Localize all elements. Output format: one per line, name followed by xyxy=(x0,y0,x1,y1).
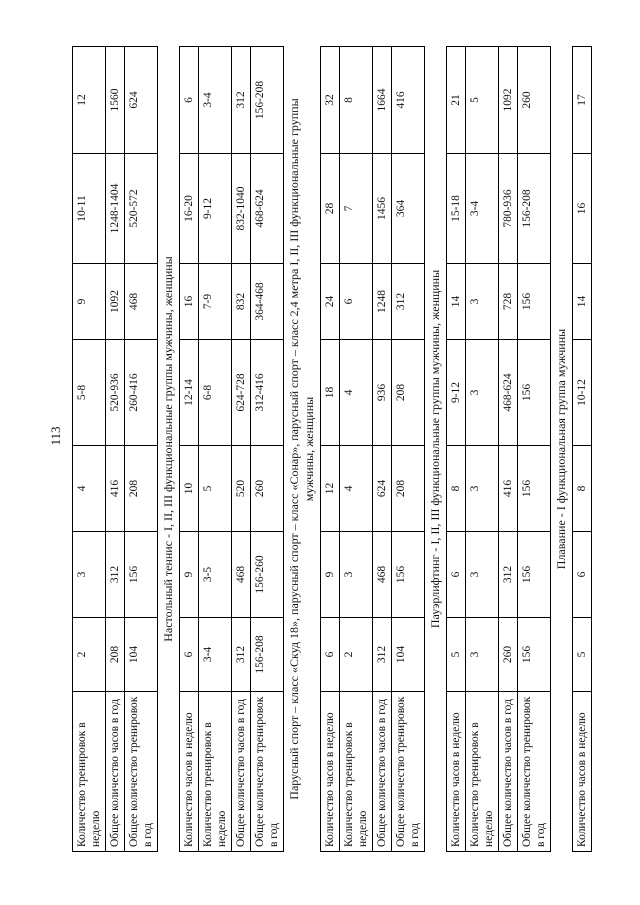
table-row xyxy=(73,47,106,852)
section-header-row xyxy=(425,47,447,852)
row-label: Количество часов в неделю xyxy=(321,692,340,852)
cell-value: 260-416 xyxy=(125,340,158,446)
cell-value: 16 xyxy=(573,154,592,264)
row-label: Количество часов в неделю xyxy=(180,692,199,852)
cell-value: 260 xyxy=(251,446,284,532)
cell-value: 16-20 xyxy=(180,154,199,264)
table-row xyxy=(392,47,425,852)
cell-value: 1092 xyxy=(106,264,125,340)
cell-value: 156-208 xyxy=(251,47,284,154)
cell-value: 260 xyxy=(518,47,551,154)
cell-value: 2 xyxy=(73,618,106,692)
row-label: Общее количество часов в год xyxy=(106,692,125,852)
cell-value: 3-4 xyxy=(466,154,499,264)
table-row xyxy=(199,47,232,852)
cell-value: 416 xyxy=(392,47,425,154)
cell-value: 24 xyxy=(321,264,340,340)
section-title: Плавание - I функциональная группа мужчины xyxy=(551,47,573,852)
cell-value: 1560 xyxy=(106,47,125,154)
cell-value: 156-208 xyxy=(251,618,284,692)
cell-value: 5 xyxy=(573,618,592,692)
cell-value: 208 xyxy=(392,446,425,532)
cell-value: 728 xyxy=(499,264,518,340)
cell-value: 416 xyxy=(499,446,518,532)
section-title: Парусный спорт – класс «Скуд 18», парусный спорт – класс «Сонар», парусный спорт – класс 2,4 метра I, II, III функциональные группы мужчины, женщины xyxy=(284,47,321,852)
cell-value: 312 xyxy=(232,47,251,154)
cell-value: 10 xyxy=(180,446,199,532)
cell-value: 9-12 xyxy=(199,154,232,264)
table-row xyxy=(106,47,125,852)
cell-value: 9 xyxy=(180,532,199,618)
table-row xyxy=(499,47,518,852)
table-row xyxy=(340,47,373,852)
table-row xyxy=(321,47,340,852)
cell-value: 17 xyxy=(573,47,592,154)
cell-value: 364-468 xyxy=(251,264,284,340)
cell-value: 416 xyxy=(106,446,125,532)
cell-value: 6 xyxy=(180,47,199,154)
cell-value: 18 xyxy=(321,340,340,446)
row-label: Общее количество тренировок в год xyxy=(518,692,551,852)
cell-value: 3-4 xyxy=(199,618,232,692)
table-row xyxy=(373,47,392,852)
cell-value: 156-260 xyxy=(251,532,284,618)
section-header-row xyxy=(158,47,180,852)
section-title: Пауэрлифтинг - I, II, III функциональные группы мужчины, женщины xyxy=(425,47,447,852)
cell-value: 10-11 xyxy=(73,154,106,264)
cell-value: 312-416 xyxy=(251,340,284,446)
cell-value: 7-9 xyxy=(199,264,232,340)
cell-value: 312 xyxy=(373,618,392,692)
cell-value: 14 xyxy=(573,264,592,340)
row-label: Количество тренировок в неделю xyxy=(73,692,106,852)
cell-value: 520-572 xyxy=(125,154,158,264)
cell-value: 9-12 xyxy=(447,340,466,446)
cell-value: 1456 xyxy=(373,154,392,264)
cell-value: 1664 xyxy=(373,47,392,154)
cell-value: 5 xyxy=(466,47,499,154)
table-row xyxy=(125,47,158,852)
cell-value: 12 xyxy=(321,446,340,532)
row-label: Общее количество тренировок в год xyxy=(392,692,425,852)
table-row xyxy=(180,47,199,852)
cell-value: 3 xyxy=(466,340,499,446)
cell-value: 832-1040 xyxy=(232,154,251,264)
cell-value: 12-14 xyxy=(180,340,199,446)
cell-value: 468 xyxy=(125,264,158,340)
cell-value: 208 xyxy=(392,340,425,446)
cell-value: 1248 xyxy=(373,264,392,340)
cell-value: 5 xyxy=(199,446,232,532)
cell-value: 624 xyxy=(125,47,158,154)
section-header-row xyxy=(551,47,573,852)
cell-value: 7 xyxy=(340,154,373,264)
cell-value: 16 xyxy=(180,264,199,340)
cell-value: 156 xyxy=(392,532,425,618)
cell-value: 156 xyxy=(518,264,551,340)
cell-value: 6 xyxy=(180,618,199,692)
cell-value: 6-8 xyxy=(199,340,232,446)
cell-value: 3-5 xyxy=(199,532,232,618)
cell-value: 104 xyxy=(392,618,425,692)
table-row xyxy=(518,47,551,852)
rotated-table-sheet xyxy=(72,47,632,852)
row-label: Общее количество часов в год xyxy=(499,692,518,852)
cell-value: 4 xyxy=(340,340,373,446)
cell-value: 3 xyxy=(73,532,106,618)
row-label: Общее количество часов в год xyxy=(232,692,251,852)
cell-value: 4 xyxy=(340,446,373,532)
cell-value: 208 xyxy=(106,618,125,692)
cell-value: 32 xyxy=(321,47,340,154)
cell-value: 156 xyxy=(518,340,551,446)
cell-value: 6 xyxy=(321,618,340,692)
table-row xyxy=(447,47,466,852)
row-label: Количество тренировок в неделю xyxy=(199,692,232,852)
cell-value: 468 xyxy=(373,532,392,618)
cell-value: 208 xyxy=(125,446,158,532)
section-title: Настольный теннис - I, II, III функциональные группы мужчины, женщины xyxy=(158,47,180,852)
cell-value: 156-208 xyxy=(518,154,551,264)
cell-value: 2 xyxy=(340,618,373,692)
table-row xyxy=(232,47,251,852)
table-row xyxy=(573,47,592,852)
cell-value: 624 xyxy=(373,446,392,532)
cell-value: 8 xyxy=(447,446,466,532)
cell-value: 520-936 xyxy=(106,340,125,446)
cell-value: 9 xyxy=(321,532,340,618)
cell-value: 260 xyxy=(499,618,518,692)
cell-value: 520 xyxy=(232,446,251,532)
cell-value: 312 xyxy=(232,618,251,692)
row-label: Количество тренировок в неделю xyxy=(466,692,499,852)
cell-value: 28 xyxy=(321,154,340,264)
cell-value: 15-18 xyxy=(447,154,466,264)
cell-value: 3-4 xyxy=(199,47,232,154)
row-label: Количество часов в неделю xyxy=(447,692,466,852)
cell-value: 6 xyxy=(573,532,592,618)
cell-value: 780-936 xyxy=(499,154,518,264)
cell-value: 624-728 xyxy=(232,340,251,446)
cell-value: 312 xyxy=(499,532,518,618)
row-label: Количество часов в неделю xyxy=(573,692,592,852)
cell-value: 3 xyxy=(466,446,499,532)
cell-value: 156 xyxy=(518,618,551,692)
cell-value: 14 xyxy=(447,264,466,340)
table-row xyxy=(466,47,499,852)
cell-value: 312 xyxy=(392,264,425,340)
cell-value: 10-12 xyxy=(573,340,592,446)
cell-value: 6 xyxy=(447,532,466,618)
row-label: Общее количество тренировок в год xyxy=(125,692,158,852)
cell-value: 9 xyxy=(73,264,106,340)
cell-value: 156 xyxy=(125,532,158,618)
cell-value: 468 xyxy=(232,532,251,618)
cell-value: 936 xyxy=(373,340,392,446)
row-label: Количество тренировок в неделю xyxy=(340,692,373,852)
cell-value: 468-624 xyxy=(251,154,284,264)
cell-value: 21 xyxy=(447,47,466,154)
cell-value: 3 xyxy=(466,618,499,692)
cell-value: 156 xyxy=(518,532,551,618)
cell-value: 3 xyxy=(340,532,373,618)
cell-value: 156 xyxy=(518,446,551,532)
cell-value: 8 xyxy=(573,446,592,532)
cell-value: 468-624 xyxy=(499,340,518,446)
cell-value: 832 xyxy=(232,264,251,340)
cell-value: 3 xyxy=(466,264,499,340)
cell-value: 5-8 xyxy=(73,340,106,446)
cell-value: 8 xyxy=(340,47,373,154)
cell-value: 364 xyxy=(392,154,425,264)
cell-value: 1248-1404 xyxy=(106,154,125,264)
cell-value: 3 xyxy=(466,532,499,618)
cell-value: 312 xyxy=(106,532,125,618)
page-number: 113 xyxy=(48,426,63,446)
cell-value: 1092 xyxy=(499,47,518,154)
cell-value: 6 xyxy=(340,264,373,340)
row-label: Общее количество часов в год xyxy=(373,692,392,852)
table-row xyxy=(251,47,284,852)
cell-value: 4 xyxy=(73,446,106,532)
training-hours-table xyxy=(72,46,592,852)
row-label: Общее количество тренировок в год xyxy=(251,692,284,852)
cell-value: 5 xyxy=(447,618,466,692)
cell-value: 12 xyxy=(73,47,106,154)
section-header-row xyxy=(284,47,321,852)
cell-value: 104 xyxy=(125,618,158,692)
